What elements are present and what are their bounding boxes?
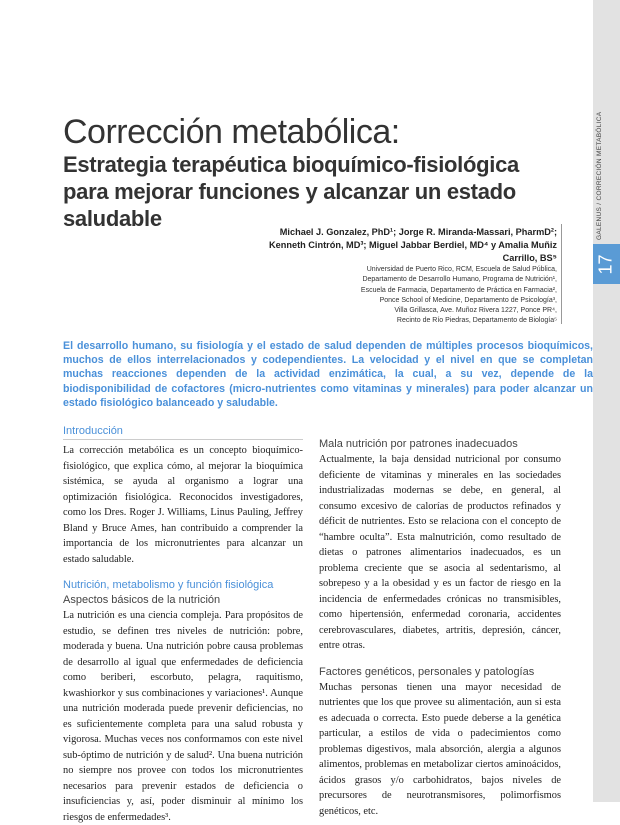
section3-heading: Mala nutrición por patrones inadecuados	[319, 438, 518, 450]
author-divider	[561, 224, 562, 324]
section2-heading: Nutrición, metabolismo y función fisiológica	[63, 579, 274, 591]
section2-text: La nutrición es una ciencia compleja. Para propósitos de estudio, se definen tres niveles de nutrición: pobre, moderada y buena. Una nutrición pobre causa problemas de desarrollo al igual que enfermedades de deficiencia como beriberi, escorbuto, pelagra, raquitismo, kwashiorkor y sus combinaciones y variaciones¹. Aunque una nutrición moderada puede prevenir deficiencias, no es suficientemente completa para una salud robusta y vigorosa. Muchas veces nos conformamos con este nivel sub-óptimo de nutrición y de salud². Una buena nutrición no siempre nos provee con todos los micronutrientes necesarios para prevenir estados de deficiencia o insuficiencias y, así, poder disminuir al mínimo los riesgos de enfermedades³.	[63, 610, 303, 823]
affiliation-line: Departamento de Desarrollo Humano, Programa de Nutrición¹,	[362, 276, 557, 284]
section4-heading: Factores genéticos, personales y patologías	[319, 665, 535, 678]
affiliation-line: Universidad de Puerto Rico, RCM, Escuela de Salud Pública,	[366, 266, 557, 273]
intro-heading: Introducción	[63, 425, 123, 437]
section4-text: Muchas personas tienen una mayor necesidad de nutrientes que los que provee su alimentación, aun si esta es adecuada o correcta. Esto puede deberse a la genética particular, a estilos de vida o padecimientos como problemas digestivos, mala absorción, alergia a algunos alimentos, problemas en metabolizar ciertos aminoácidos, ácidos grasos y/o carbohidratos, bajos niveles de precursores de neurotransmisores, polimorfismos genéticos, etc.	[319, 681, 561, 817]
abstract: El desarrollo humano, su fisiología y el estado de salud dependen de múltiples procesos bioquímicos, muchos de ellos interrelacionados y codependientes. La velocidad y el nivel en que se completan muchas reacciones dependen de la actividad enzimática, la cual, a su vez, depende de la biodisponibilidad de cofactores (micro-nutrientes como vitaminas y minerales) para poder alcanzar un estado fisiológico balanceado y saludable.	[63, 340, 593, 409]
page-number: 17	[596, 253, 616, 275]
authors: Michael J. Gonzalez, PhD¹; Jorge R. Miranda-Massari, PharmD²; Kenneth Cintrón, MD³; Miguel Jabbar Berdiel, MD⁴ y Amalia Muñiz Carrillo, BS⁵	[268, 227, 557, 263]
journal-running-title: GALENUS / CORRECIÓN METABÓLICA	[596, 111, 603, 240]
affiliation-line: Ponce School of Medicine, Departamento de Psicología³,	[379, 296, 557, 304]
left-column	[63, 424, 303, 825]
affiliation-line: Escuela de Farmacia, Departamento de Práctica en Farmacia²,	[360, 286, 557, 294]
article-title: Corrección metabólica:	[63, 113, 400, 151]
intro-divider	[63, 439, 303, 440]
affiliation-line: Recinto de Río Piedras, Departamento de Biología⁵	[396, 317, 557, 325]
intro-text: La corrección metabólica es un concepto bioquímico-fisiológico, que explica cómo, al mejorar la bioquímica sistémica, se ayuda al organismo a lograr una optimización fisiológica. Reconocidos investigadores, como los Dres. Roger J. Williams, Linus Pauling, Jeffrey Bland y Bruce Ames, han contribuido a comprender la importancia de los micronutrientes para alcanzar un estado saludable.	[63, 445, 303, 565]
affiliations	[257, 265, 557, 327]
right-column	[319, 424, 561, 819]
affiliation-line: Villa Grillasca, Ave. Muñoz Rivera 1227, Ponce PR⁴,	[394, 307, 557, 315]
section2-subheading: Aspectos básicos de la nutrición	[63, 594, 221, 606]
section3-text: Actualmente, la baja densidad nutricional por consumo deficiente de vitaminas y minerales en las sociedades industrializadas modernas se debe, en general, al consumo excesivo de calorías de productos refinados y déficit de nutrientes. Esto se relaciona con el concepto de “hambre oculta”. Esta malnutrición, como resultado de dietas o patrones alimentarios inadecuados, es un problema creciente que se asocia al sedentarismo, al sobrepeso y a la obesidad y es un factor de riesgo en la incidencia de enfermedades crónicas no transmisibles, como hipertensión, enfermedad coronaria, accidentes cerebrovasculares, diabetes, artritis, depresión, cáncer, entre otras.	[319, 454, 561, 651]
article-subtitle: Estrategia terapéutica bioquímico-fisiológica para mejorar funciones y alcanzar un estado saludable	[63, 152, 519, 231]
